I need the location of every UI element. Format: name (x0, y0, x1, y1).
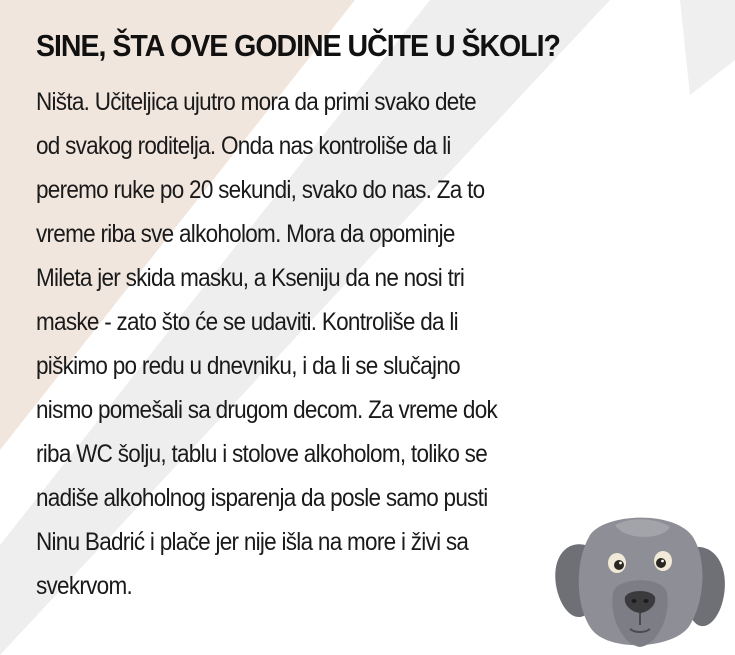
body-line: Ninu Badrić i plače jer nije išla na more i živi sa (36, 528, 469, 556)
dog-icon (545, 505, 735, 655)
body-line: od svakog roditelja. Onda nas kontroliše da li (36, 132, 451, 160)
body-line: riba WC šolju, tablu i stolove alkoholom, toliko se (36, 440, 487, 468)
card-title: SINE, ŠTA OVE GODINE UČITE U ŠKOLI? (36, 28, 560, 63)
body-line: Mileta jer skida masku, a Kseniju da ne nosi tri (36, 264, 465, 292)
body-line: nadiše alkoholnog isparenja da posle samo pusti (36, 484, 488, 512)
body-line: peremo ruke po 20 sekundi, svako do nas. Za to (36, 176, 485, 204)
body-line: svekrvom. (36, 572, 133, 600)
body-line: nismo pomešali sa drugom decom. Za vreme dok (36, 396, 498, 424)
body-line: vreme riba sve alkoholom. Mora da opominje (36, 220, 455, 248)
body-line: maske - zato što će se udaviti. Kontroliše da li (36, 308, 458, 336)
body-line: piškimo po redu u dnevniku, i da li se slučajno (36, 352, 460, 380)
body-line: Ništa. Učiteljica ujutro mora da primi svako dete (36, 88, 476, 116)
